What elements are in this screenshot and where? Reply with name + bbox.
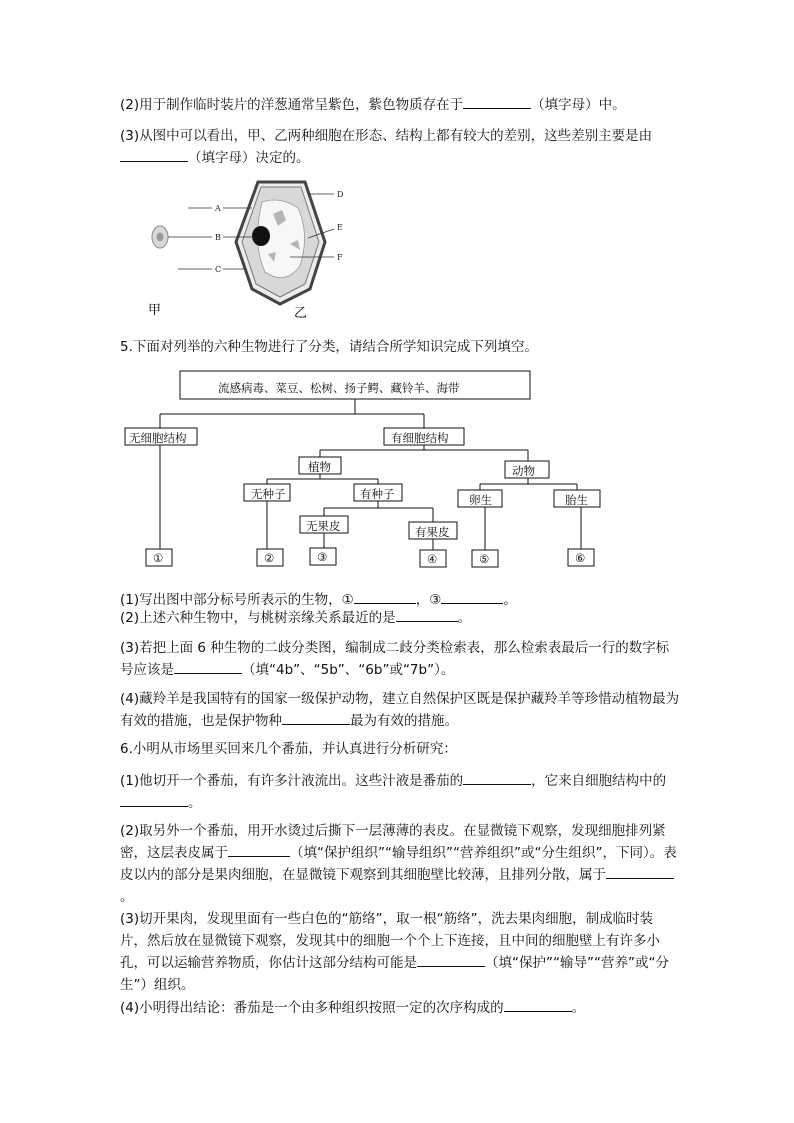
answer-blank[interactable] — [354, 589, 416, 604]
answer-blank[interactable] — [120, 792, 188, 807]
q5-sub4 — [120, 688, 680, 732]
tree-no-seed: 无种子 — [251, 487, 286, 501]
tree-num-5: ⑤ — [479, 552, 490, 566]
answer-blank[interactable] — [228, 842, 290, 857]
q4-sub2 — [120, 94, 680, 116]
q5-sub1-end: 。 — [503, 592, 517, 608]
q6-sub1 — [120, 770, 680, 814]
q6-sub1-mid: ，它来自细胞结构中的 — [531, 773, 667, 789]
tree-oviparous: 卵生 — [469, 493, 492, 507]
answer-blank[interactable] — [463, 770, 531, 785]
tree-num-2: ② — [264, 551, 275, 565]
tree-has-cell: 有细胞结构 — [391, 431, 449, 445]
answer-blank[interactable] — [606, 864, 674, 879]
q5-sub4-text: (4)藏羚羊是我国特有的国家一级保护动物，建立自然保护区既是保护藏羚羊等珍惜动植物最为有效的措施，也是保护物种 — [120, 691, 680, 729]
q6-sub1-text: (1)他切开一个番茄，有许多汁液流出。这些汁液是番茄的 — [120, 773, 464, 789]
nucleus — [252, 226, 270, 246]
q5-sub2-tail: 。 — [457, 610, 472, 626]
tree-has-peel: 有果皮 — [415, 525, 450, 539]
tree-no-cell: 无细胞结构 — [129, 431, 187, 445]
q5-sub1-mid: ，③ — [415, 592, 442, 608]
q6-sub4-tail: 。 — [571, 1000, 586, 1016]
q5-sub4-tail: 最为有效的措施。 — [350, 713, 458, 729]
label-b: B — [215, 233, 221, 242]
answer-blank[interactable] — [504, 997, 572, 1012]
tree-viviparous: 胎生 — [565, 493, 588, 507]
q4-sub2-tail: （填字母）中。 — [531, 97, 626, 113]
tree-num-4: ④ — [427, 552, 438, 566]
q6-title: 6.小明从市场里买回来几个番茄，并认真进行分析研究： — [120, 741, 457, 757]
answer-blank[interactable] — [174, 659, 242, 674]
q5-sub3-tail: （填“4b”、“5b”、“6b”或“7b”）。 — [242, 662, 455, 678]
answer-blank[interactable] — [282, 710, 350, 725]
tree-plant: 植物 — [308, 460, 331, 474]
tree-num-1: ① — [153, 551, 164, 565]
tree-root: 流感病毒、菜豆、松树、扬子鳄、藏铃羊、海带 — [218, 381, 460, 395]
q6-sub2 — [120, 820, 680, 908]
q5-sub3-text: (3)若把上面 6 种生物的二歧分类图，编制成二歧分类检索表，那么检索表最后一行的数字标号应该是 — [120, 640, 670, 678]
q5-title: 5.下面对列举的六种生物进行了分类，请结合所学知识完成下列填空。 — [120, 339, 538, 355]
answer-blank[interactable] — [120, 147, 188, 162]
answer-blank[interactable] — [463, 94, 531, 109]
label-a: A — [215, 204, 221, 213]
q6-sub3 — [120, 908, 680, 996]
q6-sub2-mid: （填“保护组织”“输导组织”“营养组织”或“分生组织”，下同）。表皮以内的部分是果肉细胞，在显微镜下观察到其细胞壁比较薄，且排列分散，属于 — [120, 845, 677, 883]
label-c: C — [215, 265, 222, 274]
label-yi: 乙 — [294, 306, 308, 321]
cell-diagram — [140, 174, 360, 324]
q5-sub2-text: (2)上述六种生物中，与桃树亲缘关系最近的是 — [120, 610, 396, 626]
q6-sub2-text: (2)取另外一个番茄，用开水烫过后撕下一层薄薄的表皮。在显微镜下观察，发现细胞排列紧密，这层表皮属于 — [120, 823, 666, 861]
q6-sub4-text: (4)小明得出结论：番茄是一个由多种组织按照一定的次序构成的 — [120, 1000, 504, 1016]
tree-animal: 动物 — [512, 464, 535, 478]
q6-sub3-tail: （填“保护”“输导”“营养”或“分生”）组织。 — [120, 955, 669, 993]
q6-sub3-text: (3)切开果肉，发现里面有一些白色的“筋络”，取一根“筋络”，洗去果肉细胞，制成临时装片，然后放在显微镜下观察，发现其中的细胞一个个上下连接，且中间的细胞壁上有许多小孔，可以运输营养物质，你估计这部分结构可能是 — [120, 911, 660, 971]
q6-sub4 — [120, 997, 680, 1019]
label-e: E — [337, 223, 343, 232]
classification-tree — [120, 368, 605, 573]
answer-blank[interactable] — [396, 607, 458, 622]
answer-blank[interactable] — [441, 589, 503, 604]
q6-sub1-end: 。 — [188, 795, 202, 811]
q4-sub3 — [120, 125, 680, 169]
label-jia: 甲 — [148, 303, 162, 318]
tree-num-3: ③ — [317, 550, 328, 564]
label-d: D — [337, 190, 344, 199]
q5-sub3 — [120, 637, 680, 681]
tree-no-peel: 无果皮 — [306, 519, 341, 533]
q5-sub2 — [120, 607, 680, 629]
q4-sub3-tail: （填字母）决定的。 — [188, 150, 310, 166]
tree-has-seed: 有种子 — [360, 487, 395, 501]
q4-sub2-text: (2)用于制作临时装片的洋葱通常呈紫色，紫色物质存在于 — [120, 97, 464, 113]
tree-num-6: ⑥ — [575, 551, 586, 565]
q4-sub3-text: (3)从图中可以看出，甲、乙两种细胞在形态、结构上都有较大的差别，这些差别主要是由 — [120, 128, 653, 144]
q5-sub1-text: (1)写出图中部分标号所表示的生物，① — [120, 592, 354, 608]
q6-sub2-end: 。 — [120, 889, 134, 905]
answer-blank[interactable] — [417, 952, 485, 967]
label-f: F — [337, 253, 343, 262]
